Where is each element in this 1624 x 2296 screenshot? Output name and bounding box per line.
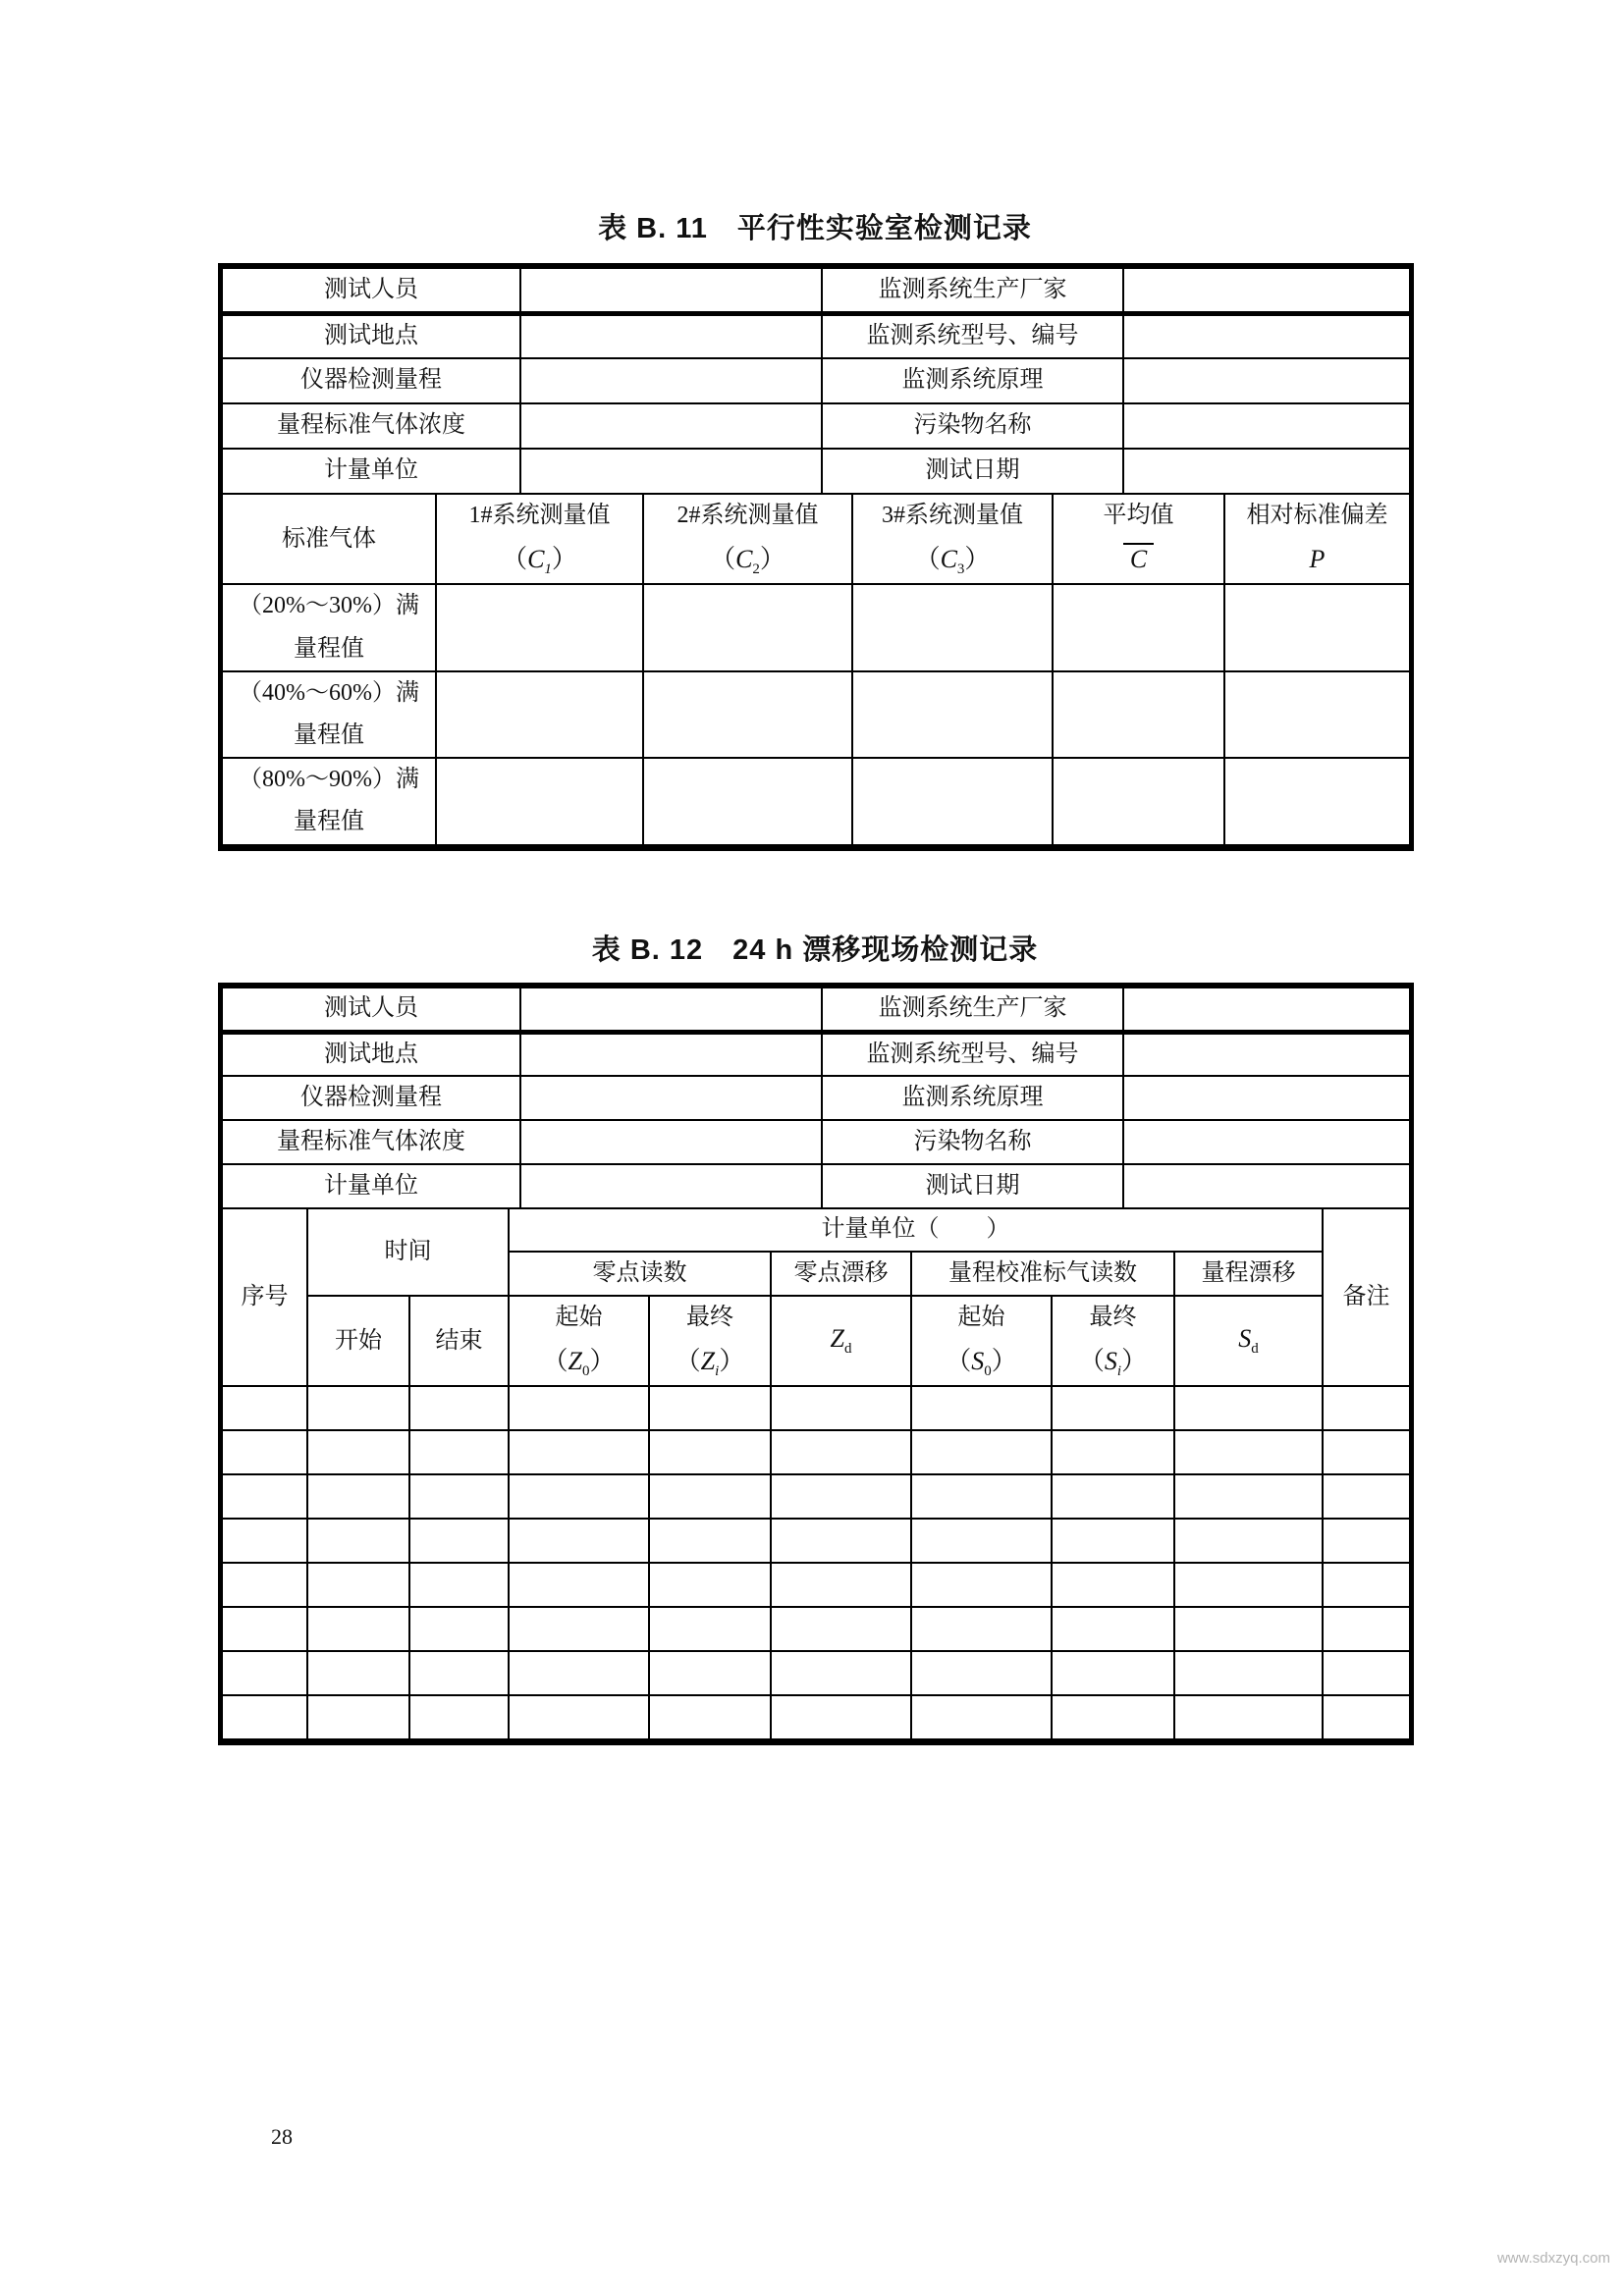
empty-cell (1323, 1651, 1410, 1695)
table-b11-title: 表 B. 11 平行性实验室检测记录 (598, 213, 1032, 244)
sym-sub: 0 (984, 1363, 992, 1380)
empty-cell (649, 1386, 771, 1430)
empty-cell (1224, 584, 1410, 670)
info-value-cell (520, 1120, 822, 1164)
row-label-cell (222, 584, 436, 670)
empty-cell (643, 758, 852, 844)
empty-cell (509, 1474, 649, 1519)
sym-sub: d (843, 1341, 852, 1358)
empty-cell (1174, 1607, 1323, 1651)
empty-cell (1323, 1695, 1410, 1739)
header-symbol (1238, 1324, 1259, 1358)
table-row (222, 758, 1410, 844)
header-cell-rsd (1224, 495, 1410, 584)
watermark-text: www.sdxzyq.com (1496, 2250, 1610, 2267)
table-row (222, 1651, 1410, 1695)
empty-cell (1323, 1519, 1410, 1563)
header-cell-time: 时间 (307, 1209, 509, 1296)
header-cell-seq: 序号 (222, 1209, 307, 1386)
header-cell-z0 (509, 1296, 649, 1386)
info-label-cell: 监测系统生产厂家 (822, 268, 1123, 313)
header-cell-si (1052, 1296, 1174, 1386)
header-cell-std-gas: 标准气体 (222, 495, 436, 584)
info-row (222, 1120, 1410, 1164)
empty-cell (1224, 671, 1410, 758)
table-row (222, 1695, 1410, 1739)
header-cell-average (1053, 495, 1224, 584)
empty-cell (1174, 1386, 1323, 1430)
empty-cell (222, 1474, 307, 1519)
info-row (222, 1164, 1410, 1208)
empty-cell (1052, 1430, 1174, 1474)
info-value-cell (520, 313, 822, 358)
empty-cell (1323, 1386, 1410, 1430)
table-b12 (218, 983, 1414, 1745)
empty-cell (911, 1651, 1052, 1695)
header-row (222, 495, 1410, 584)
row-label-line1: （20%～30%）满 (239, 593, 419, 619)
table-b11-info-grid (221, 267, 1411, 495)
header-label: 2#系统测量值 (677, 503, 819, 528)
header-cell-zero-drift: 零点漂移 (771, 1252, 911, 1296)
header-cell-end: 结束 (409, 1296, 509, 1386)
sym-sub: 1 (544, 561, 552, 578)
empty-cell (1323, 1563, 1410, 1607)
info-value-cell (1123, 313, 1410, 358)
empty-cell (649, 1474, 771, 1519)
header-symbol (650, 1339, 770, 1385)
empty-cell (1052, 1695, 1174, 1739)
header-cell-span-read: 量程校准标气读数 (911, 1252, 1174, 1296)
paren: ） (719, 1347, 745, 1376)
empty-cell (911, 1695, 1052, 1739)
info-label-cell: 计量单位 (222, 449, 520, 494)
table-b11-main-grid (221, 495, 1411, 846)
info-row (222, 268, 1410, 313)
table-b12-info-grid (221, 987, 1411, 1209)
empty-cell (509, 1651, 649, 1695)
empty-cell (771, 1519, 911, 1563)
header-cell-zero-read: 零点读数 (509, 1252, 771, 1296)
empty-cell (222, 1386, 307, 1430)
empty-cell (649, 1430, 771, 1474)
empty-cell (436, 671, 643, 758)
paren: （ (502, 545, 528, 574)
info-label-cell: 监测系统原理 (822, 1076, 1123, 1120)
paren: （ (675, 1347, 701, 1376)
info-value-cell (520, 449, 822, 494)
empty-cell (643, 671, 852, 758)
info-value-cell (1123, 1076, 1410, 1120)
sym-sub: 3 (956, 561, 965, 578)
empty-cell (509, 1519, 649, 1563)
empty-cell (649, 1695, 771, 1739)
info-label-cell: 监测系统生产厂家 (822, 988, 1123, 1032)
paren: （ (914, 545, 941, 574)
table-row (222, 584, 1410, 670)
empty-cell (911, 1607, 1052, 1651)
empty-cell (852, 584, 1053, 670)
table-row (222, 1519, 1410, 1563)
header-label: 起始 (555, 1305, 603, 1330)
empty-cell (1224, 758, 1410, 844)
header-cell-sys3 (852, 495, 1053, 584)
info-value-cell (1123, 403, 1410, 449)
header-label: 相对标准偏差 (1246, 503, 1388, 529)
info-value-cell (1123, 449, 1410, 494)
page-number: 28 (271, 2124, 293, 2149)
header-symbol (644, 537, 851, 583)
info-value-cell (1123, 1164, 1410, 1208)
sym-sub: d (1251, 1341, 1259, 1358)
row-label-line1: （40%～60%）满 (239, 679, 419, 706)
overline-c-symbol: C (1123, 543, 1154, 572)
info-row (222, 313, 1410, 358)
info-value-cell (520, 1032, 822, 1076)
sym-base: Z (830, 1324, 844, 1354)
empty-cell (222, 1563, 307, 1607)
header-label: 1#系统测量值 (468, 503, 611, 528)
empty-cell (911, 1386, 1052, 1430)
info-value-cell (520, 358, 822, 403)
table-b12-title: 表 B. 12 24 h 漂移现场检测记录 (591, 934, 1039, 966)
header-symbol (830, 1324, 852, 1358)
empty-cell (649, 1519, 771, 1563)
table-b11 (218, 263, 1414, 851)
info-label-cell: 测试日期 (822, 449, 1123, 494)
empty-cell (509, 1386, 649, 1430)
empty-cell (409, 1386, 509, 1430)
empty-cell (1174, 1651, 1323, 1695)
info-value-cell (1123, 358, 1410, 403)
paren: （ (542, 1347, 568, 1376)
info-label-cell: 测试人员 (222, 268, 520, 313)
empty-cell (307, 1651, 409, 1695)
empty-cell (911, 1430, 1052, 1474)
info-label-cell: 量程标准气体浓度 (222, 1120, 520, 1164)
header-cell-sys1 (436, 495, 643, 584)
table-row (222, 671, 1410, 758)
empty-cell (1052, 1563, 1174, 1607)
sym-base: C (735, 545, 753, 574)
empty-cell (307, 1563, 409, 1607)
header-cell-s0 (911, 1296, 1052, 1386)
header-cell-sd (1174, 1296, 1323, 1386)
empty-cell (649, 1651, 771, 1695)
info-value-cell (1123, 1032, 1410, 1076)
empty-cell (911, 1563, 1052, 1607)
empty-cell (1323, 1474, 1410, 1519)
empty-cell (409, 1474, 509, 1519)
empty-cell (436, 758, 643, 844)
table-row (222, 1563, 1410, 1607)
sym-base: S (1238, 1324, 1252, 1354)
header-label: 最终 (1089, 1305, 1137, 1330)
empty-cell (409, 1695, 509, 1739)
info-label-cell: 计量单位 (222, 1164, 520, 1208)
empty-cell (307, 1607, 409, 1651)
empty-cell (222, 1695, 307, 1739)
empty-cell (771, 1474, 911, 1519)
empty-cell (307, 1519, 409, 1563)
empty-cell (307, 1695, 409, 1739)
info-value-cell (520, 988, 822, 1032)
table-row (222, 1474, 1410, 1519)
sym-base: S (1104, 1347, 1117, 1376)
header-symbol (1053, 1339, 1173, 1385)
row-label-cell (222, 671, 436, 758)
empty-cell (409, 1607, 509, 1651)
paren: ） (1121, 1347, 1148, 1376)
info-value-cell (520, 403, 822, 449)
table-b12-main-grid (221, 1209, 1411, 1740)
info-label-cell: 仪器检测量程 (222, 1076, 520, 1120)
info-label-cell: 测试日期 (822, 1164, 1123, 1208)
empty-cell (1052, 1386, 1174, 1430)
header-cell-unit: 计量单位（ ） (509, 1209, 1323, 1252)
table-row (222, 1430, 1410, 1474)
info-row (222, 988, 1410, 1032)
empty-cell (307, 1386, 409, 1430)
header-label: 起始 (957, 1305, 1005, 1330)
empty-cell (643, 584, 852, 670)
row-label-line2: 量程值 (294, 721, 364, 748)
empty-cell (409, 1651, 509, 1695)
row-label-line2: 量程值 (294, 635, 364, 662)
empty-cell (509, 1430, 649, 1474)
info-value-cell (1123, 268, 1410, 313)
info-row (222, 449, 1410, 494)
empty-cell (1052, 1474, 1174, 1519)
empty-cell (222, 1519, 307, 1563)
paren: ） (991, 1347, 1017, 1376)
sym-base: S (971, 1347, 985, 1376)
table-row (222, 1607, 1410, 1651)
sym-sub: i (1116, 1363, 1122, 1380)
header-cell-zd (771, 1296, 911, 1386)
header-symbol (1225, 537, 1409, 583)
b12-empty-rows (222, 1386, 1410, 1739)
empty-cell (409, 1519, 509, 1563)
empty-cell (307, 1474, 409, 1519)
sym-base: Z (568, 1347, 582, 1376)
info-label-cell: 测试地点 (222, 1032, 520, 1076)
empty-cell (1052, 1651, 1174, 1695)
info-value-cell (1123, 988, 1410, 1032)
empty-cell (509, 1607, 649, 1651)
header-cell-sys2 (643, 495, 852, 584)
info-label-cell: 监测系统型号、编号 (822, 313, 1123, 358)
info-value-cell (1123, 1120, 1410, 1164)
header-symbol (912, 1339, 1051, 1385)
empty-cell (1174, 1519, 1323, 1563)
sym-sub: 2 (752, 561, 760, 578)
info-label-cell: 测试地点 (222, 313, 520, 358)
paren: ） (589, 1347, 616, 1376)
empty-cell (771, 1430, 911, 1474)
header-label: 最终 (686, 1305, 733, 1330)
paren: （ (946, 1347, 972, 1376)
empty-cell (1052, 1519, 1174, 1563)
table-row (222, 1386, 1410, 1430)
sym-base: Z (700, 1347, 716, 1376)
paren: （ (1078, 1347, 1105, 1376)
paren: ） (964, 545, 991, 574)
sym-sub: 0 (581, 1363, 590, 1380)
empty-cell (1053, 758, 1224, 844)
info-label-cell: 污染物名称 (822, 1120, 1123, 1164)
empty-cell (1174, 1563, 1323, 1607)
empty-cell (1053, 584, 1224, 670)
paren: ） (759, 545, 785, 574)
empty-cell (911, 1474, 1052, 1519)
info-value-cell (520, 268, 822, 313)
info-label-cell: 监测系统型号、编号 (822, 1032, 1123, 1076)
empty-cell (649, 1607, 771, 1651)
header-row-3 (222, 1296, 1410, 1386)
empty-cell (1323, 1430, 1410, 1474)
info-label-cell: 测试人员 (222, 988, 520, 1032)
header-cell-zi (649, 1296, 771, 1386)
empty-cell (771, 1607, 911, 1651)
empty-cell (509, 1563, 649, 1607)
info-row (222, 403, 1410, 449)
empty-cell (436, 584, 643, 670)
info-row (222, 1032, 1410, 1076)
paren: ） (551, 545, 577, 574)
header-symbol (1054, 537, 1223, 583)
empty-cell (852, 671, 1053, 758)
header-label: 3#系统测量值 (882, 503, 1023, 528)
header-cell-start: 开始 (307, 1296, 409, 1386)
info-value-cell (520, 1076, 822, 1120)
empty-cell (1174, 1430, 1323, 1474)
header-cell-span-drift: 量程漂移 (1174, 1252, 1323, 1296)
header-row-1 (222, 1209, 1410, 1252)
empty-cell (307, 1430, 409, 1474)
info-value-cell (520, 1164, 822, 1208)
empty-cell (771, 1563, 911, 1607)
row-label-line2: 量程值 (294, 809, 364, 835)
info-label-cell: 监测系统原理 (822, 358, 1123, 403)
empty-cell (409, 1563, 509, 1607)
sym-base: P (1309, 545, 1326, 574)
row-label-cell (222, 758, 436, 844)
empty-cell (409, 1430, 509, 1474)
paren: （ (710, 545, 736, 574)
sym-base: C (527, 545, 545, 574)
empty-cell (222, 1607, 307, 1651)
sym-base: C (940, 545, 957, 574)
empty-cell (1174, 1695, 1323, 1739)
empty-cell (222, 1651, 307, 1695)
header-label: 平均值 (1103, 503, 1174, 529)
empty-cell (771, 1386, 911, 1430)
info-label-cell: 仪器检测量程 (222, 358, 520, 403)
row-label-line1: （80%～90%）满 (239, 767, 419, 793)
empty-cell (1323, 1607, 1410, 1651)
info-row (222, 358, 1410, 403)
info-label-cell: 污染物名称 (822, 403, 1123, 449)
empty-cell (852, 758, 1053, 844)
empty-cell (1174, 1474, 1323, 1519)
sym-sub: i (715, 1363, 720, 1380)
empty-cell (649, 1563, 771, 1607)
info-row (222, 1076, 1410, 1120)
empty-cell (911, 1519, 1052, 1563)
empty-cell (222, 1430, 307, 1474)
empty-cell (771, 1695, 911, 1739)
header-symbol (510, 1339, 648, 1385)
empty-cell (509, 1695, 649, 1739)
header-symbol (853, 537, 1052, 583)
header-cell-note: 备注 (1323, 1209, 1410, 1386)
empty-cell (1053, 671, 1224, 758)
info-label-cell: 量程标准气体浓度 (222, 403, 520, 449)
empty-cell (771, 1651, 911, 1695)
empty-cell (1052, 1607, 1174, 1651)
header-symbol (437, 537, 642, 583)
